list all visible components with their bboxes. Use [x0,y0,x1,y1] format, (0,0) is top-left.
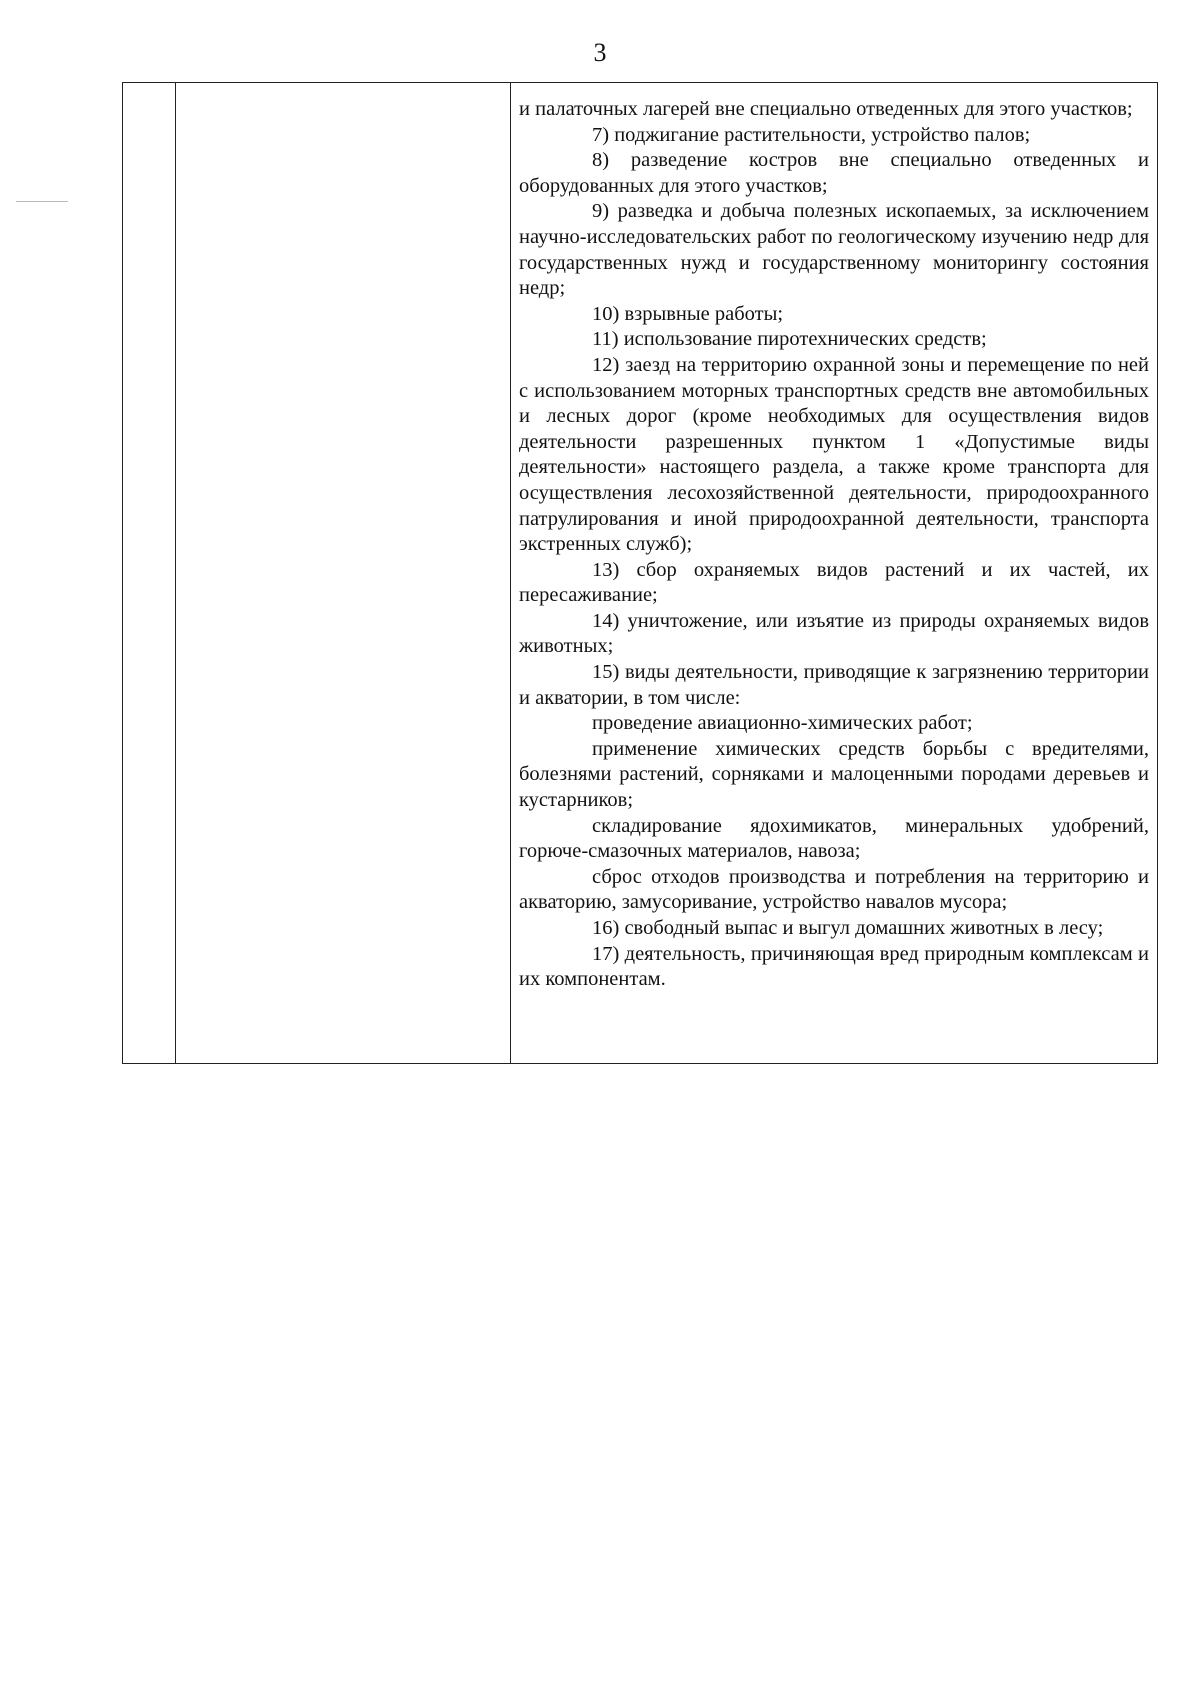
table-cell-title [176,83,511,1064]
paragraph: и палаточных лагерей вне специально отведенных для этого участков; [519,98,1133,120]
paragraph: применение химических средств борьбы с вредителями, болезнями растений, сорняками и малоценными породами деревьев и кустарников; [519,737,1149,812]
document-table [122,82,1158,1064]
paragraph: 16) свободный выпас и выгул домашних животных в лесу; [592,917,1104,939]
paragraph: 10) взрывные работы; [592,302,784,325]
paragraph: 9) разведка и добыча полезных ископаемых, за исключением научно-исследовательских работ по геологическому изучению недр для государственных нужд и государственному мониторингу состояния недр; [519,200,1149,300]
paragraph: 17) деятельность, причиняющая вред природным комплексам и их компонентам. [519,942,1149,991]
paragraph: 14) уничтожение, или изъятие из природы охраняемых видов животных; [519,609,1149,658]
paragraph: сброс отходов производства и потребления на территорию и акваторию, замусоривание, устройство навалов мусора; [519,865,1149,914]
table-cell-content [511,83,1158,1064]
table-cell-number [123,83,176,1064]
paragraph: 13) сбор охраняемых видов растений и их частей, их пересаживание; [519,558,1149,607]
paragraph: проведение авиационно-химических работ; [592,712,973,735]
paragraph: 7) поджигание растительности, устройство палов; [592,123,1031,146]
page-number: 3 [593,38,607,67]
table-row [123,83,1158,1064]
prohibited-activities-text [519,97,1149,993]
paragraph: 8) разведение костров вне специально отведенных и оборудованных для этого участков; [519,149,1149,197]
scan-artifact-line [16,201,68,202]
paragraph: 11) использование пиротехнических средств; [592,328,987,351]
paragraph: 12) заезд на территорию охранной зоны и перемещение по ней с использованием моторных транспортных средств вне автомобильных и лесных дорог (кроме необходимых для осуществления видов деятельности разрешенных пунктом 1 «Допустимые виды деятельности» настоящего раздела, а также кроме транспорта для осуществления лесохозяйственной деятельности, природоохранного патрулирования и иной природоохранной деятельности, транспорта экстренных служб); [519,353,1149,556]
paragraph: складирование ядохимикатов, минеральных удобрений, горюче-смазочных материалов, навоза; [519,814,1149,863]
paragraph: 15) виды деятельности, приводящие к загрязнению территории и акватории, в том числе: [519,661,1149,709]
